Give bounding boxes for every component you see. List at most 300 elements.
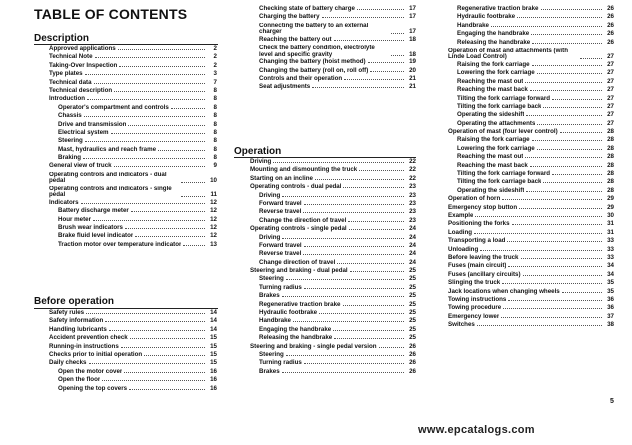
toc-entry[interactable] — [49, 351, 217, 359]
toc-entry-page: 19 — [409, 58, 416, 66]
toc-entry[interactable] — [448, 30, 614, 38]
toc-entry-label: Regenerative traction brake — [259, 300, 341, 308]
toc-entry-label: Loading — [448, 228, 473, 236]
watermark-url: www.epcatalogs.com — [418, 424, 535, 436]
toc-entry-page: 14 — [210, 325, 217, 333]
toc-entry-label: Towing instructions — [448, 295, 507, 303]
toc-entry-label: Reverse travel — [259, 208, 302, 216]
toc-entry-page: 26 — [409, 342, 416, 350]
dot-leader — [312, 87, 404, 88]
toc-entry-label: Mast, hydraulics and reach frame — [58, 145, 157, 153]
toc-entry-label: Changing the battery (roll on, roll off) — [259, 66, 369, 74]
dot-leader — [135, 236, 205, 237]
dot-leader — [128, 125, 205, 126]
toc-entry[interactable] — [448, 111, 614, 119]
dot-leader — [357, 9, 404, 10]
toc-entry-page: 8 — [213, 103, 217, 111]
toc-entry-label: Turning radius — [259, 359, 302, 367]
toc-entry-page: 23 — [409, 208, 416, 216]
toc-entry[interactable] — [448, 313, 614, 321]
dot-leader — [552, 99, 602, 100]
dot-leader — [562, 292, 602, 293]
toc-entry-label: Brakes — [259, 367, 280, 375]
toc-entry[interactable] — [49, 185, 217, 199]
dot-leader — [105, 321, 205, 322]
toc-entry[interactable] — [448, 246, 614, 254]
toc-entry[interactable] — [250, 22, 416, 36]
toc-entry-page: 2 — [213, 53, 217, 61]
toc-entry[interactable] — [448, 153, 614, 161]
toc-entry-page: 27 — [607, 111, 614, 119]
toc-entry[interactable] — [49, 343, 217, 351]
toc-entry-page: 12 — [210, 232, 217, 240]
toc-entry-label: Open the motor cover — [58, 367, 123, 375]
toc-entry[interactable] — [250, 267, 416, 275]
dot-leader — [114, 166, 205, 167]
toc-entry-page: 35 — [607, 287, 614, 295]
dot-leader — [111, 133, 205, 134]
toc-entry-page: 29 — [607, 195, 614, 203]
toc-entry-page: 25 — [409, 300, 416, 308]
toc-entry[interactable] — [250, 359, 416, 367]
toc-entry[interactable] — [250, 166, 416, 174]
dot-leader — [508, 300, 602, 301]
toc-entry-label: Driving — [250, 158, 272, 165]
toc-entry-page: 38 — [607, 321, 614, 329]
toc-entry[interactable] — [49, 309, 217, 317]
toc-entry-label: Changing the battery (hoist method) — [259, 58, 366, 66]
toc-entry-label: Checks prior to initial operation — [49, 350, 143, 358]
toc-entry[interactable] — [448, 220, 614, 228]
toc-entry[interactable] — [250, 275, 416, 283]
toc-entry[interactable] — [49, 104, 217, 112]
dot-leader — [304, 363, 404, 364]
dot-leader — [304, 288, 404, 289]
dot-leader — [282, 372, 404, 373]
dot-leader — [512, 224, 602, 225]
dot-leader — [144, 355, 205, 356]
toc-entry[interactable] — [448, 39, 614, 47]
toc-entry-label: Example — [448, 211, 474, 219]
toc-entry-page: 23 — [409, 183, 416, 191]
dot-leader — [526, 191, 602, 192]
toc-entry[interactable] — [250, 334, 416, 342]
dot-leader — [293, 321, 404, 322]
toc-entry[interactable] — [250, 200, 416, 208]
toc-entry-page: 25 — [409, 325, 416, 333]
dot-leader — [343, 187, 404, 188]
dot-leader — [525, 157, 602, 158]
toc-entry[interactable] — [250, 44, 416, 58]
toc-entry-label: Technical data — [49, 78, 92, 86]
toc-entry[interactable] — [448, 178, 614, 186]
toc-entry-label: Handbrake — [457, 21, 489, 29]
toc-entry-page: 21 — [409, 83, 416, 91]
toc-entry-page: 15 — [210, 334, 217, 342]
toc-entry[interactable] — [448, 262, 614, 270]
toc-entry-page: 12 — [210, 224, 217, 232]
toc-entry[interactable] — [448, 128, 614, 136]
toc-entry-label: Steering and braking - dual pedal — [250, 267, 348, 275]
toc-entry-label: Chassis — [58, 112, 82, 120]
toc-entry[interactable] — [250, 158, 416, 166]
toc-entry-page: 22 — [409, 166, 416, 174]
toc-entry[interactable] — [448, 254, 614, 262]
toc-entry-label: Switches — [448, 321, 475, 329]
toc-entry-label: Reverse travel — [259, 250, 302, 258]
toc-entry[interactable] — [49, 62, 217, 70]
toc-entry[interactable] — [250, 175, 416, 183]
toc-entry[interactable] — [448, 229, 614, 237]
toc-entry[interactable] — [448, 195, 614, 203]
toc-entry-page: 8 — [213, 145, 217, 153]
toc-entry-page: 8 — [213, 112, 217, 120]
toc-entry[interactable] — [49, 232, 217, 240]
toc-entry[interactable] — [448, 296, 614, 304]
toc-entry[interactable] — [250, 5, 416, 13]
toc-entry[interactable] — [448, 321, 614, 329]
toc-entry-page: 27 — [607, 69, 614, 77]
toc-entry[interactable] — [250, 317, 416, 325]
toc-entry[interactable] — [49, 79, 217, 87]
toc-list-column-3 — [448, 5, 614, 329]
dot-leader — [337, 263, 404, 264]
toc-entry[interactable] — [49, 53, 217, 61]
toc-entry-label: Brush wear indicators — [58, 224, 123, 232]
toc-entry[interactable] — [250, 292, 416, 300]
toc-entry-page: 28 — [607, 128, 614, 136]
toc-entry[interactable] — [448, 5, 614, 13]
toc-entry[interactable] — [49, 385, 217, 393]
toc-entry-label: Reaching the battery out — [259, 35, 332, 43]
dot-leader — [560, 132, 602, 133]
dot-leader — [81, 203, 205, 204]
toc-entry-label: Forward travel — [259, 241, 302, 249]
toc-entry-page: 12 — [210, 198, 217, 206]
toc-entry[interactable] — [448, 22, 614, 30]
toc-entry[interactable] — [250, 192, 416, 200]
toc-entry[interactable] — [448, 95, 614, 103]
toc-entry[interactable] — [49, 87, 217, 95]
toc-entry-page: 31 — [607, 220, 614, 228]
dot-leader — [85, 74, 205, 75]
toc-entry[interactable] — [448, 78, 614, 86]
dot-leader — [359, 170, 404, 171]
toc-entry[interactable] — [448, 69, 614, 77]
toc-entry-label: Raising the fork carriage — [457, 60, 530, 68]
toc-entry-label: Introduction — [49, 95, 86, 103]
toc-entry-page: 8 — [213, 95, 217, 103]
toc-entry[interactable] — [49, 207, 217, 215]
toc-entry[interactable] — [448, 279, 614, 287]
toc-entry[interactable] — [49, 45, 217, 53]
dot-leader — [121, 347, 205, 348]
toc-entry[interactable] — [49, 376, 217, 384]
toc-entry-page: 27 — [607, 53, 614, 61]
dot-leader — [95, 57, 205, 58]
toc-entry[interactable] — [250, 208, 416, 216]
toc-entry[interactable] — [49, 368, 217, 376]
dot-leader — [171, 108, 205, 109]
toc-entry[interactable] — [448, 304, 614, 312]
toc-entry[interactable] — [448, 120, 614, 128]
toc-entry-page: 16 — [210, 376, 217, 384]
toc-entry[interactable] — [49, 199, 217, 207]
toc-entry[interactable] — [250, 284, 416, 292]
toc-entry-label: Brake fluid level indicator — [58, 232, 134, 240]
dot-leader — [303, 212, 404, 213]
toc-entry[interactable] — [49, 241, 217, 249]
toc-entry[interactable] — [49, 317, 217, 325]
toc-entry-page: 26 — [409, 359, 416, 367]
toc-entry-page: 31 — [607, 228, 614, 236]
dot-leader — [474, 233, 602, 234]
toc-entry-label: Reaching the mast back — [457, 86, 528, 94]
toc-entry-page: 34 — [607, 270, 614, 278]
dot-leader — [333, 330, 404, 331]
toc-entry[interactable] — [448, 204, 614, 212]
toc-entry-label: Driving — [259, 233, 281, 241]
toc-entry[interactable] — [49, 216, 217, 224]
toc-entry[interactable] — [250, 225, 416, 233]
toc-entry[interactable] — [49, 154, 217, 162]
toc-entry[interactable] — [49, 112, 217, 120]
toc-entry[interactable] — [49, 129, 217, 137]
dot-leader — [181, 182, 205, 183]
toc-entry-page: 29 — [607, 203, 614, 211]
toc-entry-label: Technical description — [49, 86, 113, 94]
dot-leader — [477, 325, 602, 326]
toc-entry-page: 24 — [409, 241, 416, 249]
toc-entry-page: 25 — [409, 275, 416, 283]
toc-entry-page: 26 — [607, 5, 614, 12]
toc-entry[interactable] — [448, 86, 614, 94]
toc-entry-page: 35 — [607, 279, 614, 287]
toc-entry-page: 33 — [607, 253, 614, 261]
toc-entry-label: Reaching the mast out — [457, 153, 524, 161]
toc-entry[interactable] — [250, 234, 416, 242]
toc-entry[interactable] — [49, 171, 217, 185]
dot-leader — [304, 204, 404, 205]
dot-leader — [286, 355, 404, 356]
toc-entry[interactable] — [448, 136, 614, 144]
dot-leader — [523, 275, 602, 276]
toc-entry[interactable] — [49, 121, 217, 129]
toc-entry-page: 2 — [213, 45, 217, 52]
dot-leader — [391, 55, 404, 56]
dot-leader — [322, 17, 404, 18]
toc-entry-label: Handling lubricants — [49, 325, 107, 333]
toc-entry-page: 25 — [409, 309, 416, 317]
dot-leader — [83, 158, 205, 159]
dot-leader — [118, 49, 205, 50]
toc-entry-label: Operating the sideshift — [457, 186, 525, 194]
toc-entry-page: 12 — [210, 207, 217, 215]
dot-leader — [125, 228, 205, 229]
toc-entry-label: Jack locations when changing wheels — [448, 287, 560, 295]
dot-leader — [273, 162, 404, 163]
toc-entry-page: 23 — [409, 216, 416, 224]
toc-entry-page: 12 — [210, 215, 217, 223]
toc-entry[interactable] — [448, 170, 614, 178]
toc-entry-label: Tilting the fork carriage forward — [457, 170, 551, 178]
toc-entry[interactable] — [250, 301, 416, 309]
toc-entry-label: Releasing the handbrake — [259, 334, 333, 342]
toc-entry-label: Engaging the handbrake — [457, 30, 530, 38]
toc-entry-page: 24 — [409, 250, 416, 258]
toc-entry-label: Running-in instructions — [49, 342, 119, 350]
toc-entry[interactable] — [250, 217, 416, 225]
toc-entry-page: 17 — [409, 28, 416, 36]
dot-leader — [334, 40, 404, 41]
toc-entry-label: Positioning the forks — [448, 220, 510, 228]
toc-entry-label: Turning radius — [259, 283, 302, 291]
toc-entry-page: 26 — [409, 350, 416, 358]
dot-leader — [475, 216, 602, 217]
dot-leader — [370, 71, 404, 72]
toc-entry-label: Engaging the handbrake — [259, 325, 332, 333]
toc-entry-page: 27 — [607, 94, 614, 102]
dot-leader — [501, 317, 602, 318]
toc-entry[interactable] — [49, 359, 217, 367]
dot-leader — [530, 90, 602, 91]
dot-leader — [543, 182, 602, 183]
toc-entry-label: Approved applications — [49, 45, 116, 52]
toc-entry[interactable] — [448, 145, 614, 153]
toc-entry-label: Daily checks — [49, 359, 87, 367]
toc-entry[interactable] — [250, 242, 416, 250]
toc-entry[interactable] — [250, 36, 416, 44]
toc-entry[interactable] — [49, 224, 217, 232]
toc-entry-label: Braking — [58, 154, 82, 162]
toc-entry-label: Starting on an incline — [250, 174, 313, 182]
toc-entry-page: 26 — [607, 21, 614, 29]
toc-entry[interactable] — [448, 288, 614, 296]
toc-entry-page: 17 — [409, 13, 416, 21]
toc-entry[interactable] — [250, 183, 416, 191]
toc-entry[interactable] — [49, 70, 217, 78]
dot-leader — [526, 115, 602, 116]
toc-entry[interactable] — [250, 250, 416, 258]
toc-entry-page: 24 — [409, 225, 416, 233]
dot-leader — [502, 199, 602, 200]
dot-leader — [537, 149, 602, 150]
toc-entry-label: Operating controls - dual pedal — [250, 183, 342, 191]
toc-entry-label: Emergency stop button — [448, 203, 518, 211]
toc-entry-label: Electrical system — [58, 128, 109, 136]
toc-entry-page: 11 — [210, 191, 217, 199]
toc-entry-page: 26 — [607, 30, 614, 38]
dot-leader — [282, 196, 404, 197]
dot-leader — [541, 9, 602, 10]
toc-entry-label: Tilting the fork carriage forward — [457, 94, 551, 102]
toc-entry[interactable] — [448, 13, 614, 21]
dot-leader — [521, 258, 603, 259]
toc-entry-page: 28 — [607, 178, 614, 186]
toc-entry-page: 28 — [607, 170, 614, 178]
toc-entry[interactable] — [49, 334, 217, 342]
toc-entry[interactable] — [250, 67, 416, 75]
toc-entry-page: 24 — [409, 258, 416, 266]
toc-entry-label: Brakes — [259, 292, 280, 300]
section-heading-description: Description — [34, 33, 90, 44]
toc-entry-page: 36 — [607, 304, 614, 312]
dot-leader — [503, 308, 602, 309]
toc-entry[interactable] — [448, 47, 614, 61]
toc-entry-page: 36 — [607, 295, 614, 303]
toc-entry[interactable] — [250, 83, 416, 91]
toc-entry[interactable] — [49, 137, 217, 145]
dot-leader — [124, 372, 205, 373]
toc-entry-label: Safety rules — [49, 309, 85, 316]
toc-entry[interactable] — [448, 61, 614, 69]
toc-entry[interactable] — [250, 13, 416, 21]
toc-entry[interactable] — [250, 58, 416, 66]
toc-entry[interactable] — [250, 75, 416, 83]
toc-entry-page: 16 — [210, 384, 217, 392]
toc-entry[interactable] — [250, 351, 416, 359]
dot-leader — [94, 83, 205, 84]
toc-entry-label: Steering and braking - single pedal version — [250, 342, 377, 350]
toc-entry[interactable] — [250, 343, 416, 351]
toc-entry[interactable] — [250, 326, 416, 334]
toc-entry-label: Handbrake — [259, 317, 291, 325]
toc-entry-label: Safety information — [49, 317, 104, 325]
toc-entry-page: 3 — [213, 70, 217, 78]
toc-entry[interactable] — [49, 326, 217, 334]
toc-entry-page: 10 — [210, 177, 217, 185]
dot-leader — [343, 305, 404, 306]
toc-entry-label: Traction motor over temperature indicator — [58, 240, 182, 248]
toc-entry-page: 14 — [210, 309, 217, 316]
toc-entry[interactable] — [448, 212, 614, 220]
toc-entry[interactable] — [448, 103, 614, 111]
toc-entry-page: 9 — [213, 162, 217, 170]
toc-entry-page: 27 — [607, 102, 614, 110]
dot-leader — [282, 238, 404, 239]
section-heading-operation: Operation — [234, 146, 282, 157]
toc-entry-page: 28 — [607, 161, 614, 169]
toc-entry[interactable] — [448, 271, 614, 279]
toc-entry[interactable] — [49, 162, 217, 170]
dot-leader — [183, 245, 205, 246]
toc-list-before-operation — [49, 309, 217, 393]
toc-entry-label: Open the floor — [58, 376, 101, 384]
toc-entry-page: 8 — [213, 86, 217, 94]
dot-leader — [537, 73, 602, 74]
toc-entry-label: Releasing the handbrake — [457, 38, 531, 46]
dot-leader — [543, 107, 602, 108]
toc-entry-page: 7 — [213, 78, 217, 86]
toc-entry[interactable] — [250, 259, 416, 267]
toc-entry-label: Operating the sideshift — [457, 111, 525, 119]
dot-leader — [181, 196, 205, 197]
toc-entry-page: 24 — [409, 233, 416, 241]
dot-leader — [303, 254, 404, 255]
toc-entry[interactable] — [250, 309, 416, 317]
toc-entry-label: Tilting the fork carriage back — [457, 102, 542, 110]
dot-leader — [531, 34, 602, 35]
toc-entry[interactable] — [448, 237, 614, 245]
toc-entry[interactable] — [49, 95, 217, 103]
toc-entry[interactable] — [448, 187, 614, 195]
toc-entry-label: Transporting a load — [448, 237, 506, 245]
toc-entry[interactable] — [250, 368, 416, 376]
toc-entry[interactable] — [49, 146, 217, 154]
toc-entry-page: 15 — [210, 359, 217, 367]
toc-entry[interactable] — [448, 162, 614, 170]
toc-entry-page: 14 — [210, 317, 217, 325]
